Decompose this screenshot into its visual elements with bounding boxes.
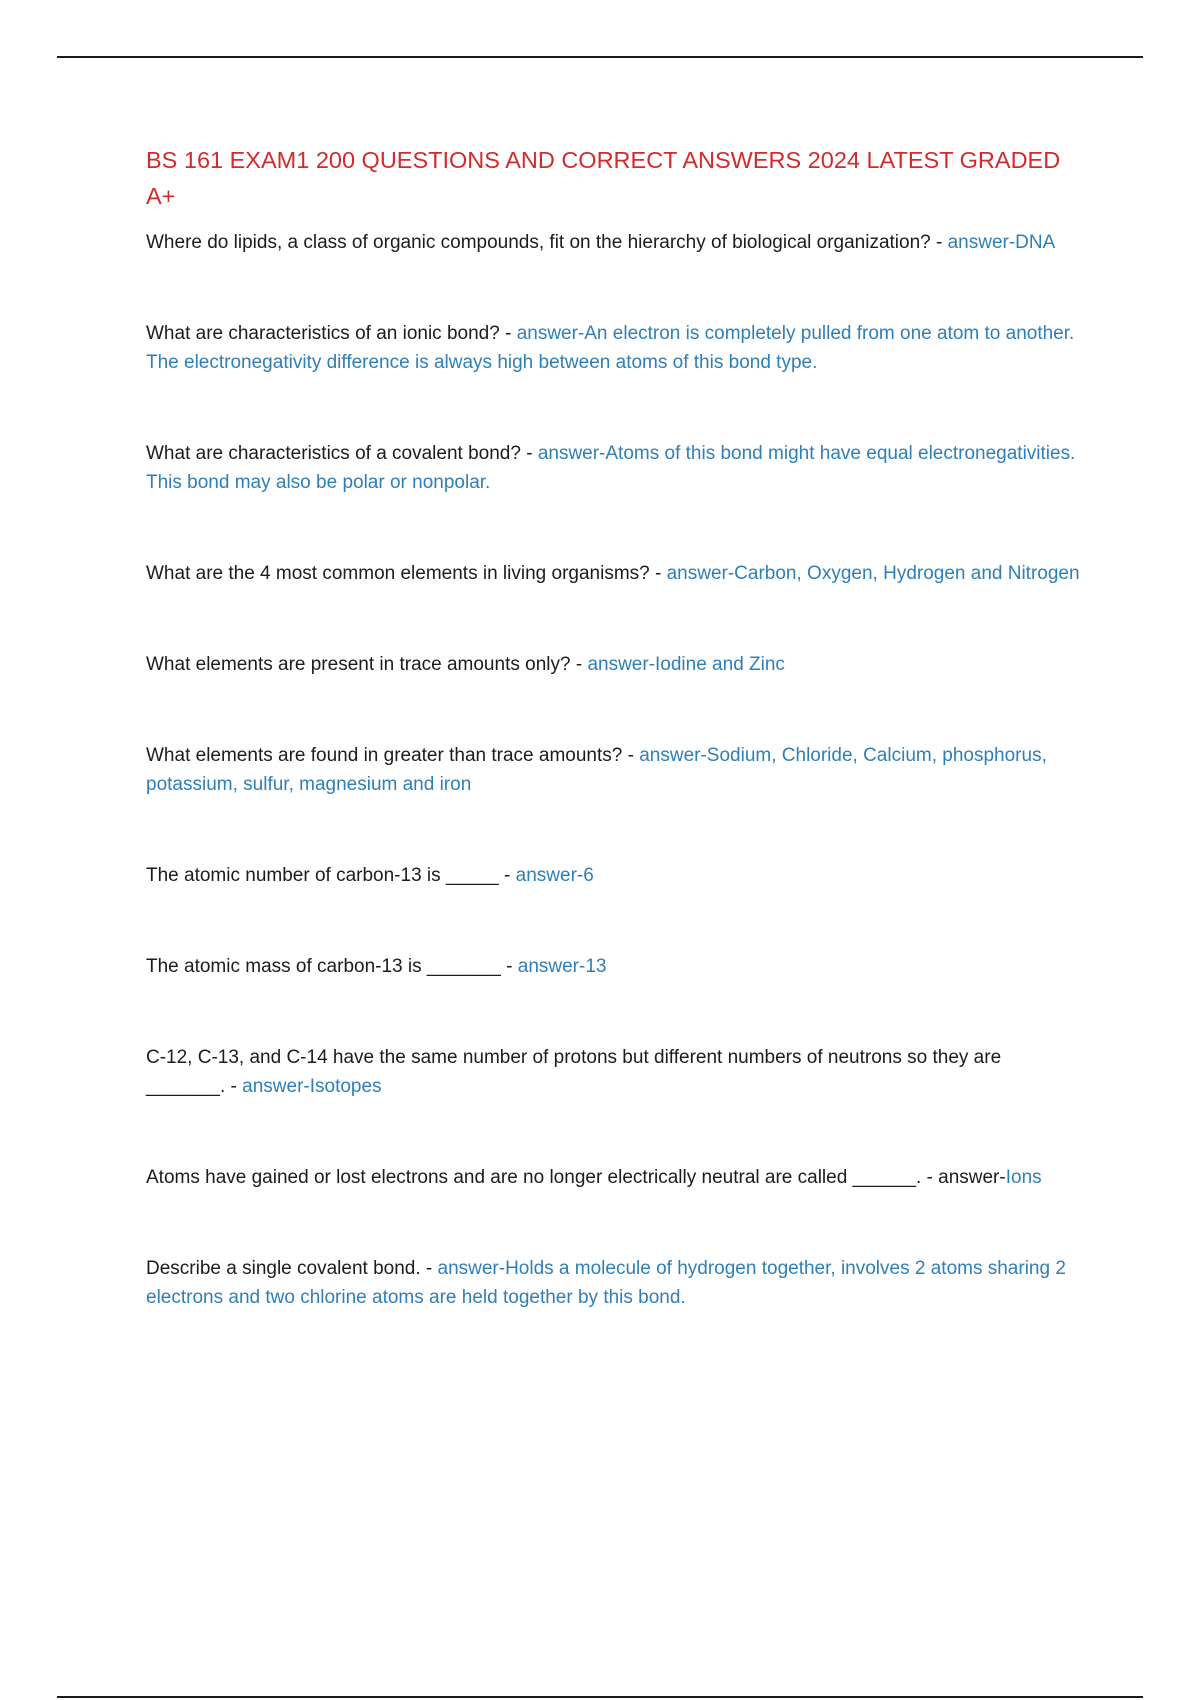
spacer — [146, 257, 1081, 319]
qa-item-6 — [146, 741, 1081, 799]
document-title: BS 161 EXAM1 200 QUESTIONS AND CORRECT ANSWERS 2024 LATEST GRADED A+ — [146, 147, 1061, 209]
answer-text: answer-Sodium, Chloride, Calcium, phosphorus, potassium, sulfur, magnesium and iron — [146, 745, 1047, 795]
bottom-rule — [57, 1696, 1143, 1698]
spacer — [146, 679, 1081, 741]
answer-text: answer-Holds a molecule of hydrogen together, involves 2 atoms sharing 2 electrons and two chlorine atoms are held together by this bond. — [146, 1258, 1066, 1308]
question-text: What elements are found in greater than trace amounts? - — [146, 745, 640, 766]
document-body — [146, 142, 1081, 1312]
spacer — [146, 497, 1081, 559]
question-text: Where do lipids, a class of organic compounds, fit on the hierarchy of biological organization? - — [146, 232, 948, 253]
answer-text: answer-An electron is completely pulled from one atom to another. The electronegativity difference is always high between atoms of this bond type. — [146, 323, 1075, 373]
spacer — [146, 981, 1081, 1043]
spacer — [146, 799, 1081, 861]
qa-item-3 — [146, 439, 1081, 497]
spacer — [146, 1192, 1081, 1254]
qa-item-4 — [146, 559, 1081, 588]
question-text: What are characteristics of a covalent bond? - — [146, 443, 538, 464]
answer-text: answer-6 — [515, 865, 594, 886]
qa-item-2 — [146, 319, 1081, 377]
question-text: What elements are present in trace amounts only? - — [146, 654, 588, 675]
spacer — [146, 890, 1081, 952]
spacer — [146, 377, 1081, 439]
answer-text: answer-Iodine and Zinc — [587, 654, 785, 675]
answer-text: answer-Carbon, Oxygen, Hydrogen and Nitrogen — [666, 563, 1080, 584]
top-rule — [57, 56, 1143, 58]
answer-text: answer-Isotopes — [242, 1076, 382, 1097]
answer-text: answer-Atoms of this bond might have equal electronegativities. This bond may also be polar or nonpolar. — [146, 443, 1076, 493]
answer-text: answer-13 — [517, 956, 607, 977]
qa-item-11 — [146, 1254, 1081, 1312]
qa-item-5 — [146, 650, 1081, 679]
qa-item-1 — [146, 228, 1081, 257]
question-text: What are characteristics of an ionic bond? - — [146, 323, 517, 344]
question-text: The atomic number of carbon-13 is _____ - — [146, 865, 516, 886]
qa-item-10 — [146, 1163, 1081, 1192]
answer-text: answer-DNA — [947, 232, 1056, 253]
spacer — [146, 1101, 1081, 1163]
question-text: Atoms have gained or lost electrons and are no longer electrically neutral are called ______. - answer- — [146, 1167, 1006, 1188]
qa-item-7 — [146, 861, 1081, 890]
question-text: Describe a single covalent bond. - — [146, 1258, 438, 1279]
qa-item-8 — [146, 952, 1081, 981]
question-text: The atomic mass of carbon-13 is _______ - — [146, 956, 518, 977]
answer-text: Ions — [1005, 1167, 1042, 1188]
question-text: C-12, C-13, and C-14 have the same number of protons but different numbers of neutrons so they are _______. - — [146, 1047, 1002, 1097]
qa-item-9 — [146, 1043, 1081, 1101]
spacer — [146, 588, 1081, 650]
question-text: What are the 4 most common elements in living organisms? - — [146, 563, 667, 584]
